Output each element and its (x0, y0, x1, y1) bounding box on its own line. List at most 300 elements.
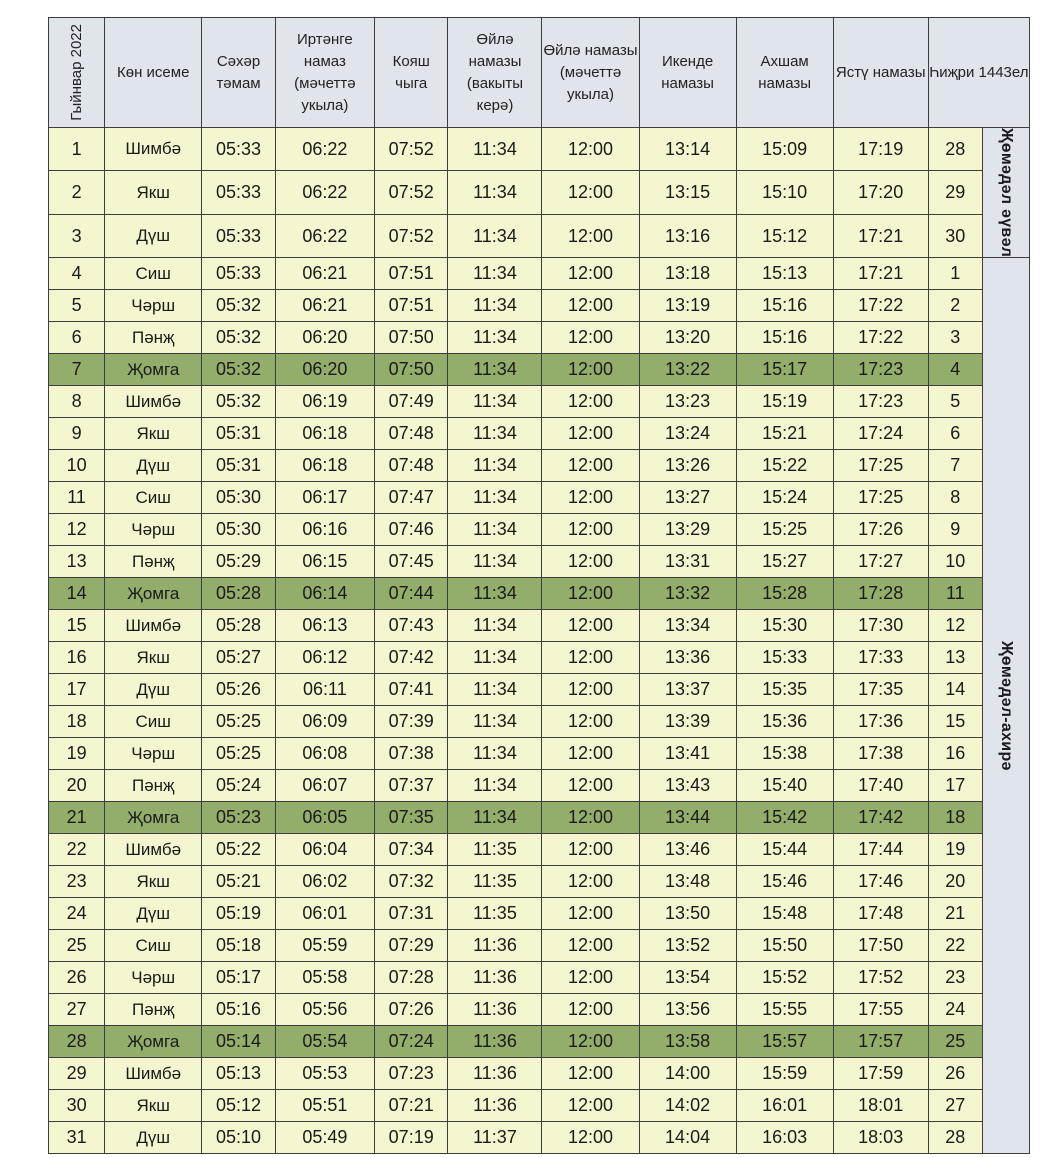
hijri-day-cell: 22 (928, 930, 982, 962)
sunrise-cell: 07:24 (374, 1026, 448, 1058)
noon-time-cell: 11:36 (448, 1058, 542, 1090)
sahar-cell: 05:28 (202, 610, 276, 642)
asr-cell: 13:58 (639, 1026, 736, 1058)
table-row (49, 834, 1030, 866)
sahar-cell: 05:33 (202, 128, 276, 171)
header-hijri: Һиҗри 1443ел (928, 18, 1029, 128)
asr-cell: 13:32 (639, 578, 736, 610)
isha-cell: 17:46 (833, 866, 928, 898)
noon-mosque-cell: 12:00 (542, 171, 639, 214)
day-name-cell: Пәнҗ (105, 770, 202, 802)
date-cell: 30 (49, 1090, 105, 1122)
header-asr: Икенде намазы (639, 18, 736, 128)
sahar-cell: 05:31 (202, 418, 276, 450)
table-row (49, 802, 1030, 834)
noon-time-cell: 11:36 (448, 994, 542, 1026)
header-maghrib: Ахшам намазы (736, 18, 833, 128)
morning-prayer-cell: 05:53 (275, 1058, 374, 1090)
noon-mosque-cell: 12:00 (542, 834, 639, 866)
sahar-cell: 05:24 (202, 770, 276, 802)
sahar-cell: 05:33 (202, 258, 276, 290)
table-row (49, 128, 1030, 171)
maghrib-cell: 15:28 (736, 578, 833, 610)
table-row (49, 214, 1030, 257)
day-name-cell: Шимбә (105, 834, 202, 866)
morning-prayer-cell: 06:22 (275, 214, 374, 257)
isha-cell: 17:42 (833, 802, 928, 834)
isha-cell: 17:25 (833, 450, 928, 482)
date-cell: 2 (49, 171, 105, 214)
asr-cell: 13:46 (639, 834, 736, 866)
day-name-cell: Җомга (105, 578, 202, 610)
hijri-day-cell: 18 (928, 802, 982, 834)
morning-prayer-cell: 06:18 (275, 418, 374, 450)
isha-cell: 17:36 (833, 706, 928, 738)
isha-cell: 17:57 (833, 1026, 928, 1058)
maghrib-cell: 15:38 (736, 738, 833, 770)
table-row (49, 738, 1030, 770)
isha-cell: 17:48 (833, 898, 928, 930)
morning-prayer-cell: 05:49 (275, 1122, 374, 1154)
maghrib-cell: 15:30 (736, 610, 833, 642)
day-name-cell: Сиш (105, 930, 202, 962)
day-name-cell: Чәрш (105, 290, 202, 322)
hijri-month-2 (982, 258, 1029, 1154)
hijri-day-cell: 19 (928, 834, 982, 866)
date-cell: 6 (49, 322, 105, 354)
day-name-cell: Якш (105, 642, 202, 674)
sahar-cell: 05:32 (202, 290, 276, 322)
maghrib-cell: 15:33 (736, 642, 833, 674)
noon-mosque-cell: 12:00 (542, 738, 639, 770)
noon-mosque-cell: 12:00 (542, 1090, 639, 1122)
hijri-day-cell: 23 (928, 962, 982, 994)
table-row (49, 930, 1030, 962)
table-row (49, 898, 1030, 930)
sunrise-cell: 07:47 (374, 482, 448, 514)
day-name-cell: Шимбә (105, 128, 202, 171)
date-cell: 11 (49, 482, 105, 514)
isha-cell: 17:38 (833, 738, 928, 770)
asr-cell: 13:22 (639, 354, 736, 386)
table-row (49, 578, 1030, 610)
asr-cell: 13:50 (639, 898, 736, 930)
header-date (49, 18, 105, 128)
asr-cell: 14:02 (639, 1090, 736, 1122)
isha-cell: 17:59 (833, 1058, 928, 1090)
sunrise-cell: 07:51 (374, 258, 448, 290)
sahar-cell: 05:21 (202, 866, 276, 898)
hijri-day-cell: 27 (928, 1090, 982, 1122)
table-row (49, 546, 1030, 578)
sahar-cell: 05:25 (202, 706, 276, 738)
isha-cell: 17:44 (833, 834, 928, 866)
sunrise-cell: 07:23 (374, 1058, 448, 1090)
hijri-day-cell: 30 (928, 214, 982, 257)
asr-cell: 13:39 (639, 706, 736, 738)
sahar-cell: 05:12 (202, 1090, 276, 1122)
sahar-cell: 05:30 (202, 482, 276, 514)
date-cell: 7 (49, 354, 105, 386)
noon-time-cell: 11:34 (448, 706, 542, 738)
day-name-cell: Чәрш (105, 962, 202, 994)
sahar-cell: 05:25 (202, 738, 276, 770)
asr-cell: 13:14 (639, 128, 736, 171)
morning-prayer-cell: 05:59 (275, 930, 374, 962)
noon-time-cell: 11:35 (448, 898, 542, 930)
table-row (49, 171, 1030, 214)
table-row (49, 1058, 1030, 1090)
sunrise-cell: 07:52 (374, 214, 448, 257)
sahar-cell: 05:18 (202, 930, 276, 962)
table-row (49, 322, 1030, 354)
hijri-month-label: Җөмәдәл-ахирә (997, 640, 1015, 771)
isha-cell: 17:22 (833, 290, 928, 322)
isha-cell: 17:26 (833, 514, 928, 546)
asr-cell: 13:19 (639, 290, 736, 322)
sahar-cell: 05:29 (202, 546, 276, 578)
date-cell: 24 (49, 898, 105, 930)
isha-cell: 17:30 (833, 610, 928, 642)
header-row (49, 18, 1030, 128)
isha-cell: 17:23 (833, 386, 928, 418)
asr-cell: 13:48 (639, 866, 736, 898)
maghrib-cell: 15:12 (736, 214, 833, 257)
table-row (49, 482, 1030, 514)
table-row (49, 962, 1030, 994)
isha-cell: 17:21 (833, 214, 928, 257)
sahar-cell: 05:32 (202, 386, 276, 418)
noon-mosque-cell: 12:00 (542, 546, 639, 578)
isha-cell: 17:24 (833, 418, 928, 450)
noon-time-cell: 11:34 (448, 354, 542, 386)
hijri-day-cell: 28 (928, 128, 982, 171)
morning-prayer-cell: 06:12 (275, 642, 374, 674)
noon-mosque-cell: 12:00 (542, 322, 639, 354)
noon-time-cell: 11:34 (448, 770, 542, 802)
date-cell: 5 (49, 290, 105, 322)
asr-cell: 13:52 (639, 930, 736, 962)
maghrib-cell: 15:52 (736, 962, 833, 994)
noon-time-cell: 11:34 (448, 482, 542, 514)
sunrise-cell: 07:48 (374, 450, 448, 482)
hijri-day-cell: 2 (928, 290, 982, 322)
sahar-cell: 05:31 (202, 450, 276, 482)
hijri-day-cell: 6 (928, 418, 982, 450)
morning-prayer-cell: 06:09 (275, 706, 374, 738)
asr-cell: 13:37 (639, 674, 736, 706)
day-name-cell: Чәрш (105, 738, 202, 770)
day-name-cell: Дүш (105, 450, 202, 482)
date-cell: 19 (49, 738, 105, 770)
isha-cell: 17:20 (833, 171, 928, 214)
date-cell: 10 (49, 450, 105, 482)
table-row (49, 674, 1030, 706)
asr-cell: 13:16 (639, 214, 736, 257)
sunrise-cell: 07:39 (374, 706, 448, 738)
day-name-cell: Якш (105, 1090, 202, 1122)
morning-prayer-cell: 06:19 (275, 386, 374, 418)
noon-mosque-cell: 12:00 (542, 1058, 639, 1090)
date-cell: 27 (49, 994, 105, 1026)
isha-cell: 18:03 (833, 1122, 928, 1154)
noon-time-cell: 11:34 (448, 802, 542, 834)
asr-cell: 13:43 (639, 770, 736, 802)
sunrise-cell: 07:37 (374, 770, 448, 802)
sunrise-cell: 07:31 (374, 898, 448, 930)
isha-cell: 17:52 (833, 962, 928, 994)
noon-mosque-cell: 12:00 (542, 802, 639, 834)
noon-time-cell: 11:34 (448, 128, 542, 171)
morning-prayer-cell: 06:17 (275, 482, 374, 514)
day-name-cell: Пәнҗ (105, 322, 202, 354)
table-row (49, 514, 1030, 546)
morning-prayer-cell: 05:56 (275, 994, 374, 1026)
asr-cell: 13:34 (639, 610, 736, 642)
sahar-cell: 05:33 (202, 171, 276, 214)
maghrib-cell: 15:13 (736, 258, 833, 290)
noon-time-cell: 11:36 (448, 930, 542, 962)
day-name-cell: Якш (105, 171, 202, 214)
day-name-cell: Сиш (105, 706, 202, 738)
noon-time-cell: 11:34 (448, 171, 542, 214)
asr-cell: 13:27 (639, 482, 736, 514)
date-cell: 9 (49, 418, 105, 450)
isha-cell: 17:19 (833, 128, 928, 171)
hijri-day-cell: 14 (928, 674, 982, 706)
sunrise-cell: 07:29 (374, 930, 448, 962)
morning-prayer-cell: 06:14 (275, 578, 374, 610)
noon-time-cell: 11:34 (448, 386, 542, 418)
date-cell: 3 (49, 214, 105, 257)
asr-cell: 13:18 (639, 258, 736, 290)
hijri-day-cell: 5 (928, 386, 982, 418)
hijri-day-cell: 8 (928, 482, 982, 514)
maghrib-cell: 15:46 (736, 866, 833, 898)
sahar-cell: 05:10 (202, 1122, 276, 1154)
date-cell: 22 (49, 834, 105, 866)
morning-prayer-cell: 06:11 (275, 674, 374, 706)
header-isha: Ястү намазы (833, 18, 928, 128)
sahar-cell: 05:28 (202, 578, 276, 610)
noon-mosque-cell: 12:00 (542, 514, 639, 546)
maghrib-cell: 15:25 (736, 514, 833, 546)
noon-mosque-cell: 12:00 (542, 642, 639, 674)
sunrise-cell: 07:43 (374, 610, 448, 642)
isha-cell: 17:35 (833, 674, 928, 706)
noon-time-cell: 11:34 (448, 674, 542, 706)
hijri-day-cell: 17 (928, 770, 982, 802)
noon-mosque-cell: 12:00 (542, 450, 639, 482)
sunrise-cell: 07:21 (374, 1090, 448, 1122)
sunrise-cell: 07:26 (374, 994, 448, 1026)
table-row (49, 1122, 1030, 1154)
isha-cell: 17:22 (833, 322, 928, 354)
morning-prayer-cell: 06:05 (275, 802, 374, 834)
header-noon-time: Өйлә намазы (вакыты керә) (448, 18, 542, 128)
maghrib-cell: 16:01 (736, 1090, 833, 1122)
sunrise-cell: 07:50 (374, 354, 448, 386)
sahar-cell: 05:16 (202, 994, 276, 1026)
noon-mosque-cell: 12:00 (542, 258, 639, 290)
morning-prayer-cell: 06:20 (275, 354, 374, 386)
header-noon-mosque: Өйлә намазы (мәчеттә укыла) (542, 18, 639, 128)
morning-prayer-cell: 06:16 (275, 514, 374, 546)
day-name-cell: Якш (105, 866, 202, 898)
noon-mosque-cell: 12:00 (542, 866, 639, 898)
sahar-cell: 05:14 (202, 1026, 276, 1058)
sahar-cell: 05:17 (202, 962, 276, 994)
day-name-cell: Пәнҗ (105, 546, 202, 578)
noon-mosque-cell: 12:00 (542, 898, 639, 930)
sunrise-cell: 07:34 (374, 834, 448, 866)
date-cell: 29 (49, 1058, 105, 1090)
noon-time-cell: 11:34 (448, 322, 542, 354)
sahar-cell: 05:30 (202, 514, 276, 546)
noon-time-cell: 11:34 (448, 642, 542, 674)
header-day-name: Көн исеме (105, 18, 202, 128)
isha-cell: 17:28 (833, 578, 928, 610)
day-name-cell: Дүш (105, 898, 202, 930)
sahar-cell: 05:33 (202, 214, 276, 257)
noon-mosque-cell: 12:00 (542, 674, 639, 706)
hijri-month-label: Җөмәдәл әүвәл (997, 128, 1015, 258)
sunrise-cell: 07:52 (374, 171, 448, 214)
asr-cell: 14:00 (639, 1058, 736, 1090)
isha-cell: 17:27 (833, 546, 928, 578)
noon-time-cell: 11:34 (448, 514, 542, 546)
date-cell: 15 (49, 610, 105, 642)
asr-cell: 13:23 (639, 386, 736, 418)
noon-time-cell: 11:34 (448, 578, 542, 610)
maghrib-cell: 15:55 (736, 994, 833, 1026)
header-morning-prayer: Иртәнге намаз (мәчеттә укыла) (275, 18, 374, 128)
noon-mosque-cell: 12:00 (542, 770, 639, 802)
morning-prayer-cell: 06:04 (275, 834, 374, 866)
day-name-cell: Җомга (105, 354, 202, 386)
date-cell: 1 (49, 128, 105, 171)
noon-time-cell: 11:34 (448, 258, 542, 290)
maghrib-cell: 15:10 (736, 171, 833, 214)
asr-cell: 13:31 (639, 546, 736, 578)
maghrib-cell: 16:03 (736, 1122, 833, 1154)
noon-time-cell: 11:34 (448, 290, 542, 322)
hijri-day-cell: 13 (928, 642, 982, 674)
sahar-cell: 05:13 (202, 1058, 276, 1090)
day-name-cell: Шимбә (105, 1058, 202, 1090)
hijri-day-cell: 26 (928, 1058, 982, 1090)
noon-time-cell: 11:35 (448, 866, 542, 898)
maghrib-cell: 15:09 (736, 128, 833, 171)
date-cell: 4 (49, 258, 105, 290)
date-cell: 25 (49, 930, 105, 962)
maghrib-cell: 15:16 (736, 322, 833, 354)
asr-cell: 13:44 (639, 802, 736, 834)
morning-prayer-cell: 06:15 (275, 546, 374, 578)
morning-prayer-cell: 05:58 (275, 962, 374, 994)
table-row (49, 450, 1030, 482)
sunrise-cell: 07:35 (374, 802, 448, 834)
noon-time-cell: 11:36 (448, 962, 542, 994)
hijri-day-cell: 15 (928, 706, 982, 738)
noon-mosque-cell: 12:00 (542, 128, 639, 171)
maghrib-cell: 15:21 (736, 418, 833, 450)
asr-cell: 13:54 (639, 962, 736, 994)
isha-cell: 17:50 (833, 930, 928, 962)
day-name-cell: Шимбә (105, 610, 202, 642)
date-cell: 20 (49, 770, 105, 802)
maghrib-cell: 15:16 (736, 290, 833, 322)
sunrise-cell: 07:51 (374, 290, 448, 322)
noon-mosque-cell: 12:00 (542, 706, 639, 738)
noon-mosque-cell: 12:00 (542, 1122, 639, 1154)
hijri-day-cell: 25 (928, 1026, 982, 1058)
table-row (49, 866, 1030, 898)
noon-mosque-cell: 12:00 (542, 290, 639, 322)
asr-cell: 13:36 (639, 642, 736, 674)
table-row (49, 610, 1030, 642)
asr-cell: 13:56 (639, 994, 736, 1026)
date-cell: 13 (49, 546, 105, 578)
noon-time-cell: 11:34 (448, 214, 542, 257)
morning-prayer-cell: 06:07 (275, 770, 374, 802)
hijri-day-cell: 1 (928, 258, 982, 290)
sunrise-cell: 07:41 (374, 674, 448, 706)
maghrib-cell: 15:42 (736, 802, 833, 834)
maghrib-cell: 15:48 (736, 898, 833, 930)
sahar-cell: 05:32 (202, 322, 276, 354)
table-row (49, 994, 1030, 1026)
day-name-cell: Дүш (105, 1122, 202, 1154)
date-cell: 21 (49, 802, 105, 834)
morning-prayer-cell: 06:22 (275, 171, 374, 214)
morning-prayer-cell: 06:20 (275, 322, 374, 354)
sahar-cell: 05:32 (202, 354, 276, 386)
isha-cell: 17:55 (833, 994, 928, 1026)
table-row (49, 642, 1030, 674)
date-cell: 31 (49, 1122, 105, 1154)
day-name-cell: Пәнҗ (105, 994, 202, 1026)
morning-prayer-cell: 05:54 (275, 1026, 374, 1058)
noon-mosque-cell: 12:00 (542, 482, 639, 514)
isha-cell: 18:01 (833, 1090, 928, 1122)
morning-prayer-cell: 06:01 (275, 898, 374, 930)
sunrise-cell: 07:38 (374, 738, 448, 770)
maghrib-cell: 15:27 (736, 546, 833, 578)
sunrise-cell: 07:52 (374, 128, 448, 171)
date-cell: 17 (49, 674, 105, 706)
sunrise-cell: 07:42 (374, 642, 448, 674)
isha-cell: 17:23 (833, 354, 928, 386)
maghrib-cell: 15:17 (736, 354, 833, 386)
noon-time-cell: 11:34 (448, 450, 542, 482)
sunrise-cell: 07:45 (374, 546, 448, 578)
hijri-day-cell: 16 (928, 738, 982, 770)
sunrise-cell: 07:49 (374, 386, 448, 418)
maghrib-cell: 15:57 (736, 1026, 833, 1058)
maghrib-cell: 15:50 (736, 930, 833, 962)
hijri-day-cell: 9 (928, 514, 982, 546)
noon-time-cell: 11:35 (448, 834, 542, 866)
asr-cell: 13:15 (639, 171, 736, 214)
noon-mosque-cell: 12:00 (542, 354, 639, 386)
header-sunrise: Кояш чыга (374, 18, 448, 128)
table-row (49, 258, 1030, 290)
maghrib-cell: 15:22 (736, 450, 833, 482)
maghrib-cell: 15:40 (736, 770, 833, 802)
maghrib-cell: 15:19 (736, 386, 833, 418)
sahar-cell: 05:19 (202, 898, 276, 930)
